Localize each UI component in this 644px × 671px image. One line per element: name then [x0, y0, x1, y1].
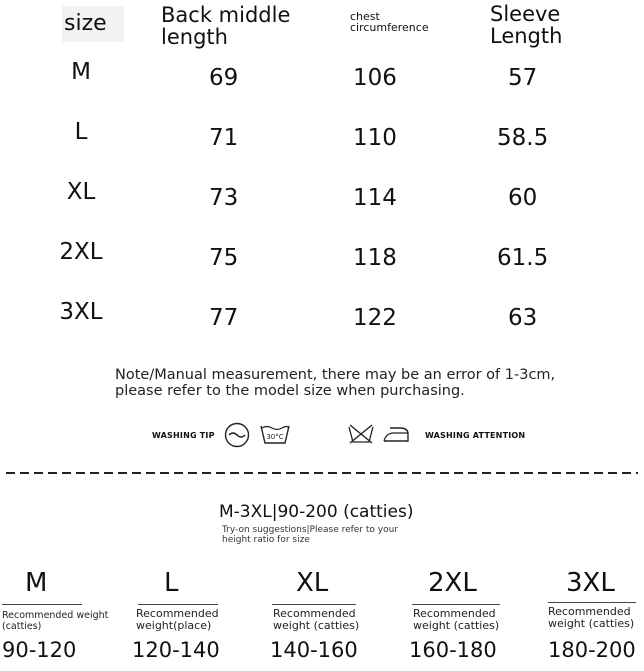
header-sleeve-length	[490, 3, 562, 47]
row-2xl-sleeve: 61.5	[497, 245, 549, 271]
rec-xl-range: 140-160	[270, 638, 358, 662]
rec-2xl-label2: weight (catties)	[413, 619, 500, 632]
row-xl-back: 73	[209, 185, 239, 211]
rec-xl-divider	[272, 604, 356, 605]
row-m-size: M	[71, 59, 91, 85]
rec-2xl-label	[413, 608, 499, 632]
rec-m-range: 90-120	[2, 638, 77, 662]
row-l-sleeve: 58.5	[497, 125, 549, 151]
note-line2: please refer to the model size when purchasing.	[115, 383, 465, 399]
no-bleach-icon	[347, 423, 375, 445]
rec-m-size: M	[25, 568, 48, 598]
header-back-line1: Back middle	[161, 3, 291, 27]
rec-3xl-label1: Recommended	[548, 605, 631, 618]
rec-xl-label2: weight (catties)	[273, 619, 360, 632]
gentle-wash-icon	[224, 422, 250, 448]
header-chest-line1: chest	[350, 10, 380, 23]
row-3xl-size: 3XL	[59, 299, 103, 325]
row-l-back: 71	[209, 125, 239, 151]
row-l-size: L	[74, 119, 88, 145]
row-3xl-sleeve: 63	[508, 305, 538, 331]
rec-xl-label	[273, 608, 359, 632]
header-back-line2: length	[161, 25, 228, 49]
rec-xl-label1: Recommended	[273, 607, 356, 620]
row-2xl-back: 75	[209, 245, 239, 271]
row-xl-chest: 114	[353, 185, 397, 211]
header-sleeve-line1: Sleeve	[490, 2, 561, 26]
rec-l-label1: Recommended	[136, 607, 219, 620]
rec-m-label2: (catties)	[2, 621, 42, 632]
rec-xl-size: XL	[296, 568, 329, 598]
header-sleeve-line2: Length	[490, 24, 563, 48]
rec-3xl-label2: weight (catties)	[548, 617, 635, 630]
note-line1: Note/Manual measurement, there may be an error of 1-3cm,	[115, 367, 556, 383]
row-m-back: 69	[209, 65, 239, 91]
row-m-chest: 106	[353, 65, 397, 91]
row-m-sleeve: 57	[508, 65, 538, 91]
wash-temp-text: 30°C	[266, 433, 284, 441]
rec-3xl-size: 3XL	[566, 568, 615, 598]
rec-l-label	[136, 608, 219, 632]
recommend-subtitle	[222, 525, 398, 545]
row-3xl-back: 77	[209, 305, 239, 331]
recommend-title: M-3XL|90-200 (catties)	[219, 502, 414, 522]
rec-3xl-range: 180-200	[548, 638, 636, 662]
header-size: size	[62, 6, 124, 42]
row-l-chest: 110	[353, 125, 397, 151]
rec-l-range: 120-140	[132, 638, 220, 662]
row-2xl-chest: 118	[353, 245, 397, 271]
row-3xl-chest: 122	[353, 305, 397, 331]
rec-l-label2: weight(place)	[136, 619, 212, 632]
recommend-sub-line1: Try-on suggestions|Please refer to your	[222, 525, 399, 535]
row-xl-sleeve: 60	[508, 185, 538, 211]
wash-30-icon	[259, 422, 291, 446]
rec-2xl-size: 2XL	[428, 568, 477, 598]
recommend-sub-line2: height ratio for size	[222, 535, 310, 545]
iron-icon	[380, 424, 412, 444]
rec-m-label	[2, 610, 108, 632]
washing-tip-label: WASHING TIP	[152, 431, 215, 440]
rec-m-label1: Recommended weight	[2, 610, 109, 621]
rec-3xl-label	[548, 606, 634, 630]
header-back-middle-length	[161, 4, 331, 48]
row-xl-size: XL	[66, 179, 96, 205]
rec-2xl-label1: Recommended	[413, 607, 496, 620]
rec-3xl-divider	[548, 602, 636, 603]
rec-l-divider	[138, 604, 218, 605]
washing-attention-label: WASHING ATTENTION	[425, 431, 526, 440]
rec-l-size: L	[164, 568, 179, 598]
dashed-divider	[6, 470, 638, 476]
measurement-note	[115, 367, 555, 399]
rec-m-divider	[2, 604, 82, 605]
header-chest-line2: circumference	[350, 21, 429, 34]
rec-2xl-range: 160-180	[409, 638, 497, 662]
row-2xl-size: 2XL	[59, 239, 103, 265]
rec-2xl-divider	[412, 604, 500, 605]
header-chest-circumference	[350, 11, 429, 33]
